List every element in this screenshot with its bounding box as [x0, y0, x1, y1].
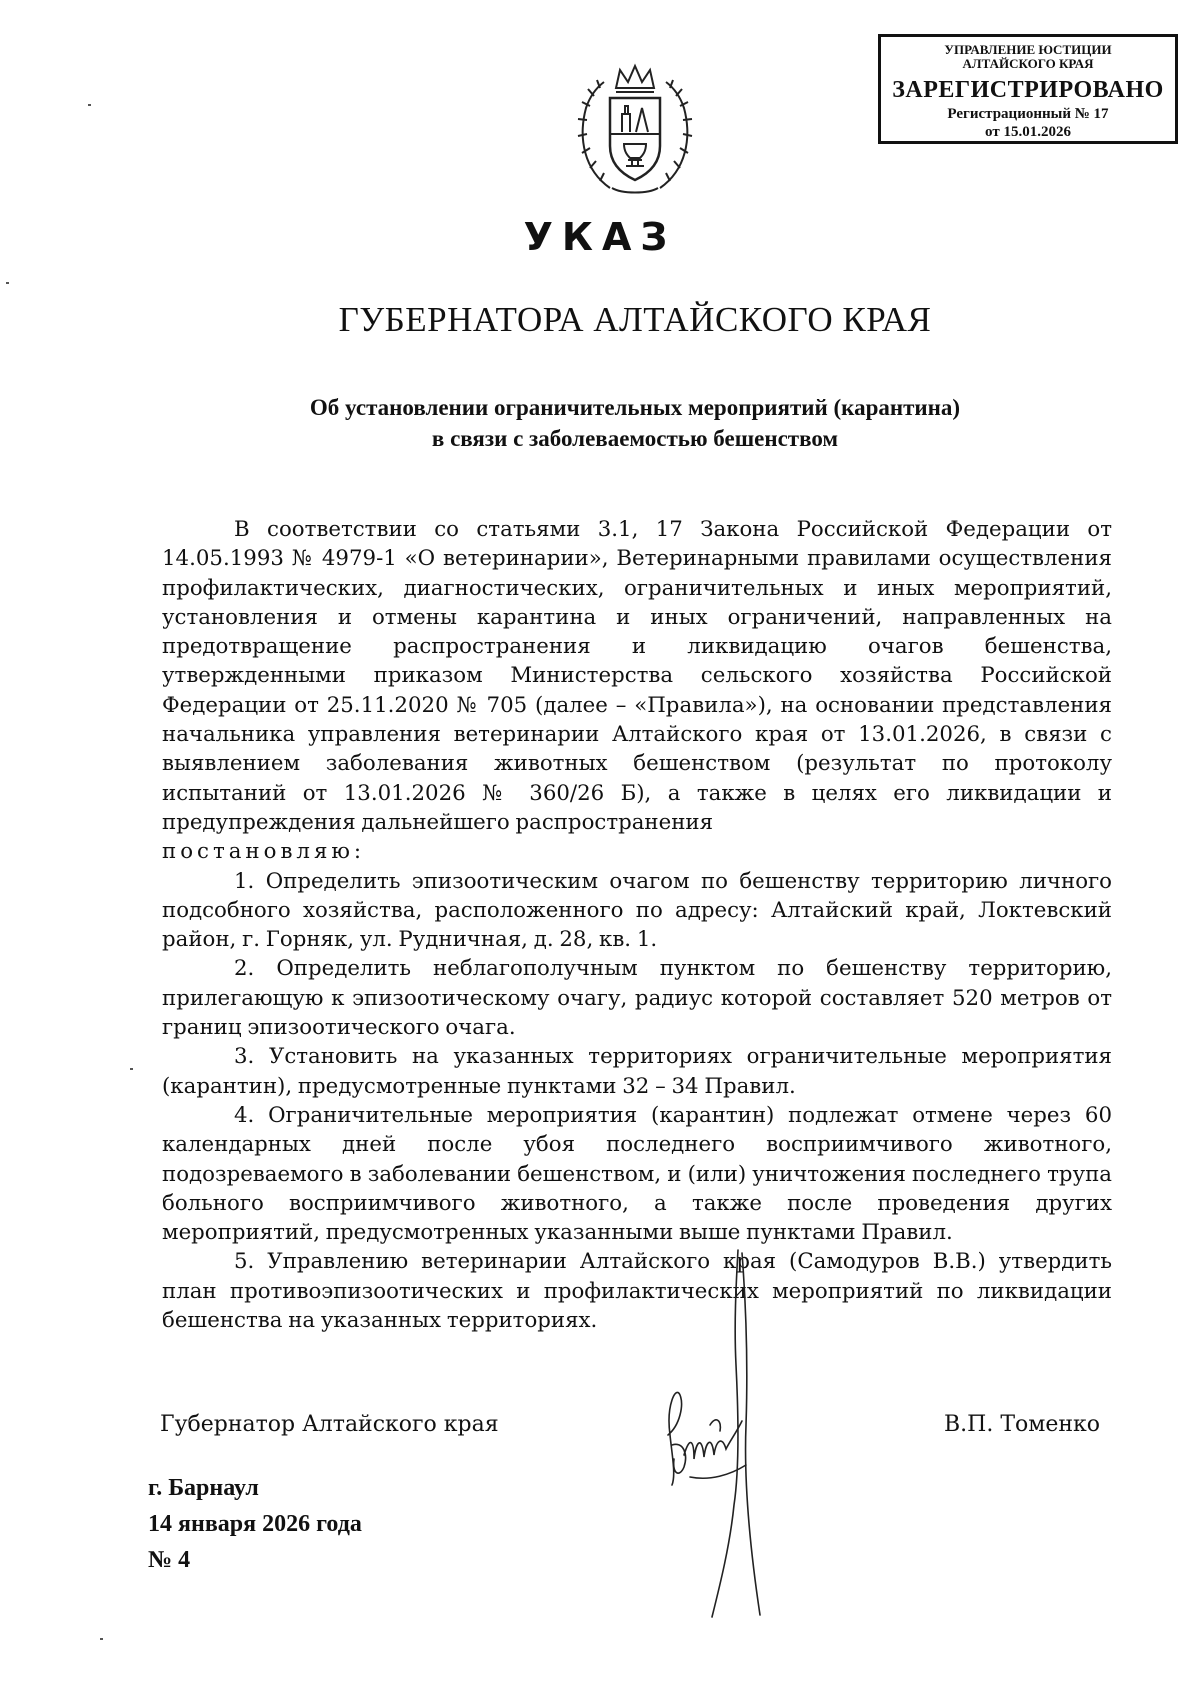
document-footer	[148, 1470, 362, 1578]
title-line-1: Об установлении ограничительных мероприятий (карантина)	[309, 395, 961, 420]
stamp-authority-line2: АЛТАЙСКОГО КРАЯ	[962, 56, 1094, 71]
scan-speck	[6, 282, 9, 284]
decree-item-5: 5. Управлению ветеринарии Алтайского края (Самодуров В.В.) утвердить план противоэпизоотических и профилактических мероприятий по ликвидации бешенства на указанных территориях.	[162, 1249, 1112, 1334]
coat-of-arms-icon	[570, 60, 700, 200]
document-title	[160, 392, 1110, 454]
signatory-name: В.П. Томенко	[944, 1412, 1101, 1437]
preamble-paragraph: В соответствии со статьями 3.1, 17 Закона Российской Федерации от 14.05.1993 № 4979-1 «О ветеринарии», Ветеринарными правилами осуществления профилактических, диагностических, ограничительных и иных мероприятий, установления и отмены карантина и иных ограничений, направленных на предотвращение распространения и ликвидацию очагов бешенства, утвержденными приказом Министерства сельского хозяйства Российской Федерации от 25.11.2020 № 705 (далее – «Правила»), на основании представления начальника управления ветеринарии Алтайского края от 13.01.2026, в связи с выявлением заболевания животных бешенством (результат по протоколу испытаний от 13.01.2026 № 360/26 Б), а также в целях его ликвидации и предупреждения дальнейшего распространения	[162, 517, 1112, 835]
document-body	[162, 515, 1112, 1335]
scan-speck	[100, 1638, 103, 1640]
signing-date: 14 января 2026 года	[148, 1511, 362, 1537]
issuer-heading: ГУБЕРНАТОРА АЛТАЙСКОГО КРАЯ	[338, 300, 932, 339]
stamp-reg-date: от 15.01.2026	[985, 124, 1071, 140]
stamp-authority-line1: УПРАВЛЕНИЕ ЮСТИЦИИ	[944, 42, 1112, 57]
scan-speck	[130, 1068, 133, 1070]
decree-item-2: 2. Определить неблагополучным пунктом по бешенству территорию, прилегающую к эпизоотическому очагу, радиус которой составляет 520 метров от границ эпизоотического очага.	[162, 956, 1112, 1041]
stamp-reg-number: Регистрационный № 17	[947, 106, 1109, 122]
place-of-signing: г. Барнаул	[148, 1475, 259, 1501]
document-type-heading: УКАЗ	[523, 215, 677, 259]
decree-item-3: 3. Установить на указанных территориях ограничительные мероприятия (карантин), предусмотренные пунктами 32 – 34 Правил.	[162, 1044, 1112, 1099]
document-number: № 4	[148, 1547, 191, 1573]
decree-word: постановляю:	[162, 839, 366, 865]
stamp-status: ЗАРЕГИСТРИРОВАНО	[892, 77, 1164, 103]
registration-stamp	[878, 34, 1178, 144]
decree-item-1: 1. Определить эпизоотическим очагом по бешенству территорию личного подсобного хозяйства, расположенного по адресу: Алтайский край, Локтевский район, г. Горняк, ул. Рудничная, д. 28, кв. 1.	[162, 868, 1112, 953]
scan-speck	[88, 104, 91, 106]
signatory-position: Губернатор Алтайского края	[160, 1412, 499, 1437]
handwritten-signature	[650, 1245, 820, 1625]
decree-item-4: 4. Ограничительные мероприятия (карантин) подлежат отмене через 60 календарных дней после убоя последнего восприимчивого животного, подозреваемого в заболевании бешенством, и (или) уничтожения последнего трупа больного восприимчивого животного, а также после проведения других мероприятий, предусмотренных указанными выше пунктами Правил.	[162, 1102, 1112, 1246]
title-line-2: в связи с заболеваемостью бешенством	[431, 426, 839, 451]
